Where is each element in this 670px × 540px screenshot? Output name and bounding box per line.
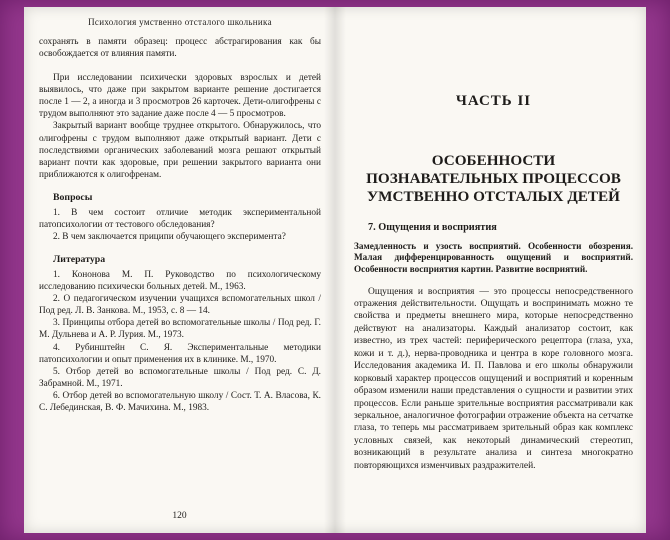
chapter-title — [354, 152, 633, 206]
page-number: 120 — [172, 511, 187, 521]
literature-item: 2. О педагогическом изучении учащихся вспомогательных школ / Под ред. Л. В. Занкова. М., 1953, с. 8 — 14. — [39, 294, 321, 317]
part-heading: ЧАСТЬ II — [455, 93, 532, 109]
running-header: Психология умственно отсталого школьника — [88, 17, 272, 27]
chapter-title-line: ОСОБЕННОСТИ — [431, 152, 556, 169]
section-heading: 7. Ощущения и восприятия — [368, 221, 497, 233]
chapter-title-line: УМСТВЕННО ОТСТАЛЫХ ДЕТЕЙ — [367, 187, 620, 205]
body-paragraph: При исследовании психически здоровых взрослых и детей выявилось, что даже при закрытом варианте решение достигается после 1 — 2, а иногда и 3 просмотров 26 карточек. Дети-олигофрены с трудом выполняют это задание даже после 4 — 5 просмотров. — [39, 73, 321, 120]
body-paragraph: Ощущения и восприятия — это процессы непосредственного отражения действительности. Ощущать и воспринимать можно те свойства и предметы внешнего мира, которые непосредственно действуют на анализаторы. Каждый анализатор состоит, как известно, из трех частей: периферического рецептора (глаза, уха, кожи и т. д.), нерва-проводника и центра в коре головного мозга. Исследования академика И. П. Павлова и его школы обнаружили корковый характер процессов ощущений и восприятий и коренным образом изменили наши представления о сущности и развитии этих процессов. Если раньше зрительные восприятия рассматривали как зеркальное, аналогичное фотографии отражение объекта на сетчатке глаза, то теперь мы рассматриваем зрительный образ как комплекс условных связей, как некоторый динамический стереотип, возникающий в результате анализа и синтеза многократно повторяющихся изменчивых раздражителей. — [354, 286, 633, 471]
questions-heading: Вопросы — [53, 191, 93, 203]
literature-item: 4. Рубинштейн С. Я. Экспериментальные методики патопсихологии и опыт применения их в клинике. М., 1970. — [39, 342, 321, 365]
chapter-title-line: ПОЗНАВАТЕЛЬНЫХ ПРОЦЕССОВ — [366, 169, 621, 187]
body-paragraph: сохранять в памяти образец: процесс абстрагирования как бы освобождается от влияния памяти. — [39, 37, 321, 60]
abstract-paragraph: Замедленность и узость восприятий. Особенности обозрения. Малая дифференцированность ощущений и восприятий. Особенности восприятия картин. Развитие восприятий. — [354, 240, 633, 274]
literature-item: 6. Отбор детей во вспомогательную школу / Сост. Т. А. Власова, К. С. Лебединская, В. Ф. Мачихина. М., 1983. — [39, 390, 321, 413]
question-item: 1. В чем состоит отличие методик экспериментальной патопсихологии от тестового обследования? — [39, 207, 321, 230]
literature-item: 5. Отбор детей во вспомогательные школы / Под ред. С. Д. Забрамной. М., 1971. — [39, 366, 321, 389]
literature-item: 3. Принципы отбора детей во вспомогательные школы / Под ред. Г. М. Дульнева и А. Р. Лурия. М., 1973. — [39, 318, 321, 341]
body-paragraph: Закрытый вариант вообще труднее открытого. Обнаружилось, что олигофрены с трудом выполняют даже открытый вариант. Дети с последствиями органических заболеваний мозга решают открытый вариант почти как здоровые, при решении закрытого варианта они приближаются к олигофренам. — [39, 121, 321, 180]
question-item: 2. В чем заключается приципи обучающего эксперимента? — [53, 232, 286, 243]
right-page — [335, 7, 646, 533]
open-pages — [24, 7, 646, 533]
literature-item: 1. Кононова М. П. Руководство по психологическому исследованию психически больных детей. М., 1963. — [39, 270, 321, 293]
literature-heading: Литература — [53, 254, 106, 266]
left-page — [24, 7, 335, 533]
